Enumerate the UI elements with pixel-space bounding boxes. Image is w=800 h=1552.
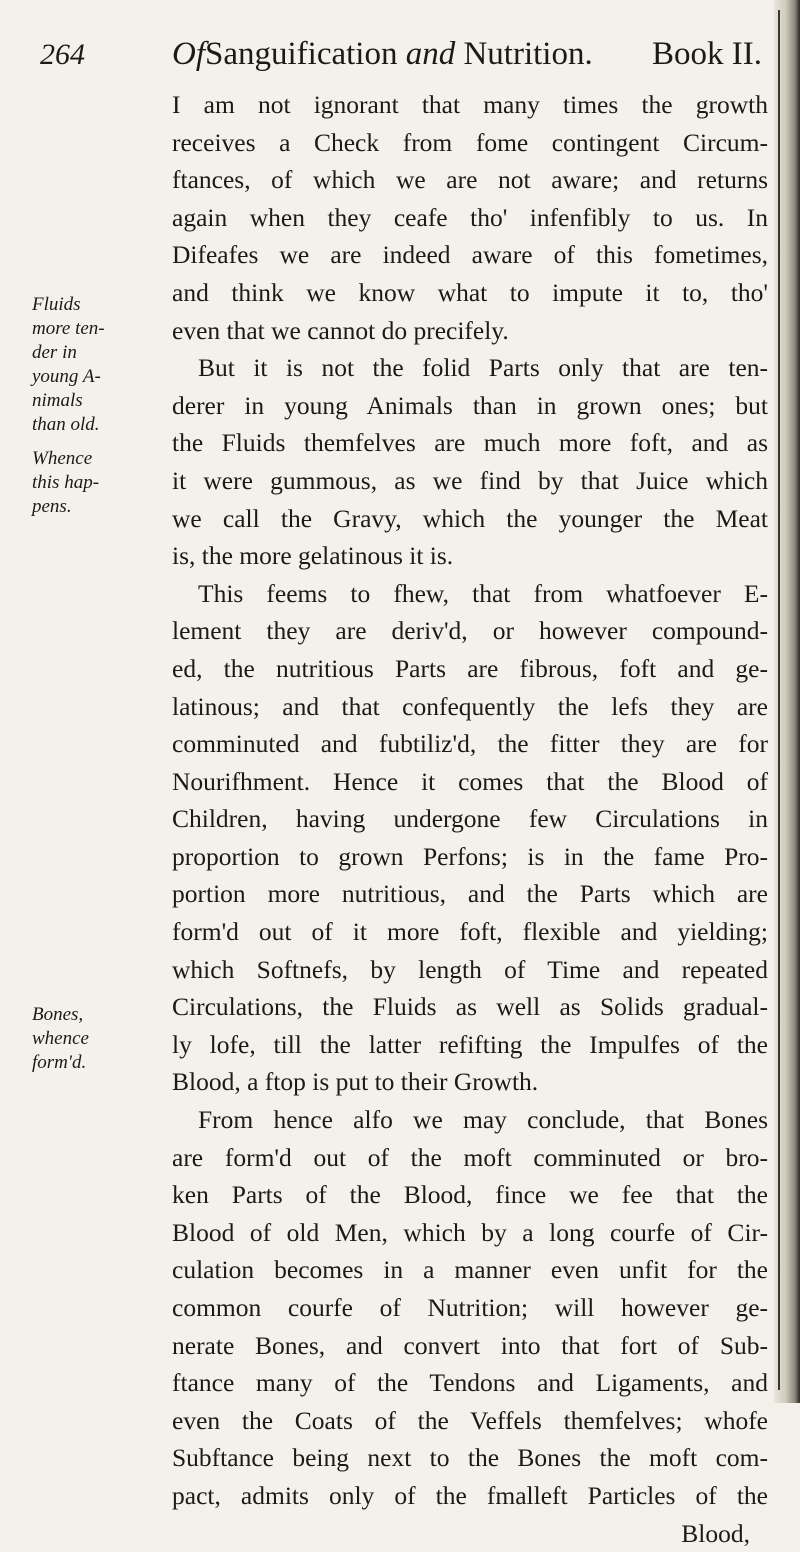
text-line: form'd out of it more foft, flexible and yielding; [172,917,768,947]
margin-note-fluids [32,293,152,437]
margin-note-line: Fluids [32,294,81,315]
text-line: Nourifhment. Hence it comes that the Blood of [172,766,768,796]
title-rest: Nutrition. [463,36,593,72]
text-line: latinous; and that confequently the lefs they are [172,691,768,721]
margin-note-line: pens. [32,496,72,517]
text-line: I am not ignorant that many times the growth [172,90,768,119]
body-text [172,86,768,1552]
text-line: again when they ceafe tho' infenfibly to us. In [172,202,768,232]
title-and: and [405,36,456,72]
margin-note-bones [32,1003,152,1075]
text-line: which Softnefs, by length of Time and repeated [172,954,768,984]
text-line: This feems to fhew, that from whatfoever E- [198,578,768,608]
text-line: culation becomes in a manner even unfit for the [172,1255,768,1285]
margin-note-line: Whence [32,448,93,469]
margin-note-line: this hap- [32,472,100,493]
text-line: receives a Check from fome contingent Circum- [172,127,768,157]
text-line: it were gummous, as we find by that Juice which [172,465,768,495]
margin-note-line: whence [32,1028,89,1049]
text-line: comminuted and fubtiliz'd, the fitter they are for [172,729,768,759]
text-line: the Fluids themfelves are much more foft, and as [172,428,768,458]
text-line: ftances, of which we are not aware; and returns [172,165,768,195]
text-line: Difeafes we are indeed aware of this fometimes, [172,240,768,270]
text-line: we call the Gravy, which the younger the Meat [172,503,768,533]
text-line: lement they are deriv'd, or however compound- [172,616,768,646]
margin-note-line: der in [32,342,77,363]
text-line: Blood, a ftop is put to their Growth. [172,1067,539,1097]
text-line: Subftance being next to the Bones the moft com- [172,1443,768,1473]
text-line: pact, admits only of the fmalleft Particles of the [172,1480,768,1510]
text-line: portion more nutritious, and the Parts which are [172,879,768,909]
text-line: derer in young Animals than in grown ones; but [172,390,768,420]
text-line: nerate Bones, and convert into that fort of Sub- [172,1330,768,1360]
text-line: is, the more gelatinous it is. [172,541,454,571]
text-line: ed, the nutritious Parts are fibrous, foft and ge- [172,653,768,683]
text-line: are form'd out of the moft comminuted or bro- [172,1142,768,1172]
margin-note-line: form'd. [32,1052,87,1073]
title-prefix: Of [172,36,205,72]
text-line: Children, having undergone few Circulations in [172,804,768,834]
text-line: and think we know what to impute it to, tho' [172,277,768,307]
text-line: even the Coats of the Veffels themfelves; whofe [172,1405,768,1435]
page-number: 264 [40,38,85,71]
margin-note-line: than old. [32,414,100,435]
book-label: Book II. [652,36,762,72]
text-line: proportion to grown Perfons; is in the fame Pro- [172,841,768,871]
margin-note-whence [32,447,152,519]
text-line: ftance many of the Tendons and Ligaments, and [172,1368,768,1398]
margin-note-line: more ten- [32,318,105,339]
text-line: even that we cannot do precifely. [172,315,509,345]
text-line: ly lofe, till the latter refifting the Impulfes of the [172,1029,768,1059]
margin-note-line: nimals [32,390,83,411]
running-head [172,36,762,73]
text-line: Circulations, the Fluids as well as Solids gradual- [172,992,768,1022]
text-line: From hence alfo we may conclude, that Bones [198,1105,768,1135]
catchword: Blood, [681,1518,750,1548]
margin-note-line: Bones, [32,1004,84,1025]
text-line: common courfe of Nutrition; will however ge- [172,1293,768,1322]
title-main: Sanguification [205,36,398,72]
margin-note-line: young A- [32,366,101,387]
text-line: ken Parts of the Blood, fince we fee that the [172,1180,768,1210]
text-line: Blood of old Men, which by a long courfe of Cir- [172,1217,768,1247]
text-line: But it is not the folid Parts only that are ten- [198,353,768,383]
gutter-line [778,10,780,1390]
